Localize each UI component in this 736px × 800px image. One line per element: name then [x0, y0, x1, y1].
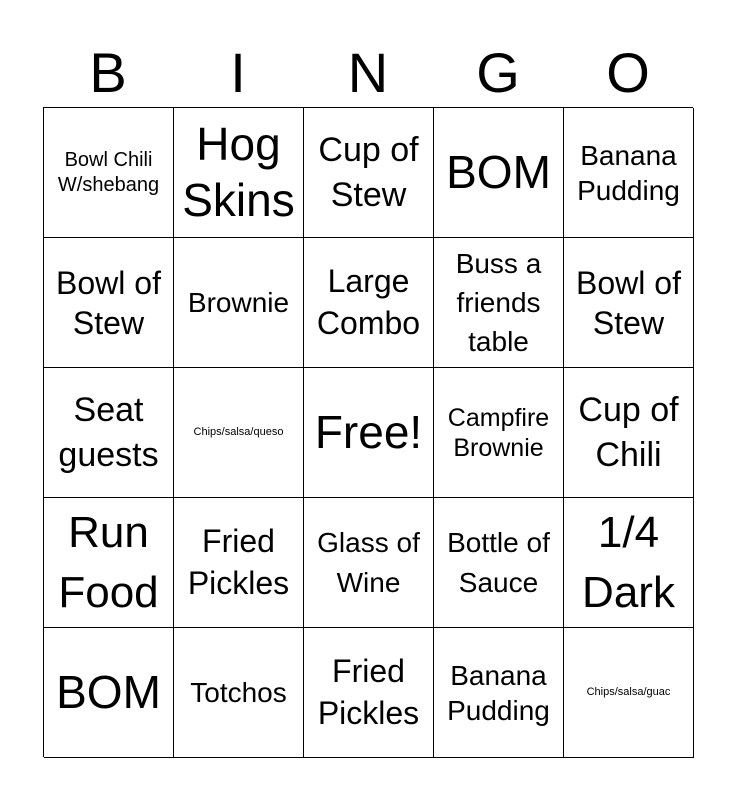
bingo-cell[interactable]	[434, 628, 564, 758]
header-letter-n: N	[347, 41, 389, 104]
bingo-cell[interactable]	[564, 238, 694, 368]
bingo-cell[interactable]	[434, 108, 564, 238]
bingo-cell[interactable]	[44, 238, 174, 368]
header-letter-g: G	[476, 41, 520, 104]
bingo-cell[interactable]	[44, 108, 174, 238]
cell-text: Banana Pudding	[577, 139, 680, 206]
cell-text: Bottle of Sauce	[447, 527, 550, 598]
cell-text: Totchos	[190, 676, 287, 708]
cell-text: BOM	[56, 665, 161, 718]
free-space[interactable]	[304, 368, 434, 498]
cell-text: Fried Pickles	[317, 652, 420, 731]
bingo-cell[interactable]	[434, 498, 564, 628]
cell-text: Run Food	[58, 508, 159, 617]
bingo-card-grid	[43, 107, 693, 757]
cell-text: Glass of Wine	[317, 527, 420, 598]
cell-text: Fried Pickles	[187, 522, 290, 601]
cell-text: Chips/salsa/queso	[193, 425, 284, 438]
bingo-cell[interactable]	[304, 628, 434, 758]
bingo-cell[interactable]	[564, 368, 694, 498]
cell-text: Hog Skins	[182, 118, 295, 226]
cell-text: 1/4 Dark	[582, 508, 675, 617]
cell-text: Chips/salsa/guac	[586, 685, 671, 698]
cell-text: BOM	[446, 145, 551, 198]
cell-text: Banana Pudding	[447, 659, 550, 726]
cell-text: Bowl Chili W/shebang	[57, 148, 160, 196]
bingo-cell[interactable]	[304, 238, 434, 368]
cell-text: Seat guests	[58, 391, 159, 474]
bingo-header	[43, 38, 693, 108]
cell-text: Large Combo	[316, 262, 421, 341]
cell-text: Buss a friends table	[455, 247, 542, 358]
cell-text: Brownie	[187, 286, 290, 318]
bingo-cell[interactable]	[44, 368, 174, 498]
cell-text: Free!	[314, 405, 423, 458]
bingo-cell[interactable]	[434, 368, 564, 498]
bingo-cell[interactable]	[174, 238, 304, 368]
header-letter-o: O	[606, 41, 650, 104]
bingo-cell[interactable]	[564, 498, 694, 628]
cell-text: Cup of Chili	[578, 391, 679, 474]
bingo-cell[interactable]	[44, 498, 174, 628]
bingo-cell[interactable]	[564, 108, 694, 238]
cell-text: Cup of Stew	[318, 131, 419, 214]
bingo-cell[interactable]	[564, 628, 694, 758]
header-letter-i: I	[230, 41, 246, 104]
cell-text: Bowl of Stew	[576, 264, 681, 341]
bingo-cell[interactable]	[174, 628, 304, 758]
bingo-cell[interactable]	[304, 108, 434, 238]
bingo-cell[interactable]	[44, 628, 174, 758]
bingo-cell[interactable]	[434, 238, 564, 368]
bingo-cell[interactable]	[304, 498, 434, 628]
bingo-cell[interactable]	[174, 498, 304, 628]
bingo-cell[interactable]	[174, 368, 304, 498]
bingo-cell[interactable]	[174, 108, 304, 238]
cell-text: Bowl of Stew	[56, 264, 161, 341]
cell-text: Campfire Brownie	[447, 403, 550, 462]
header-letter-b: B	[89, 41, 127, 104]
